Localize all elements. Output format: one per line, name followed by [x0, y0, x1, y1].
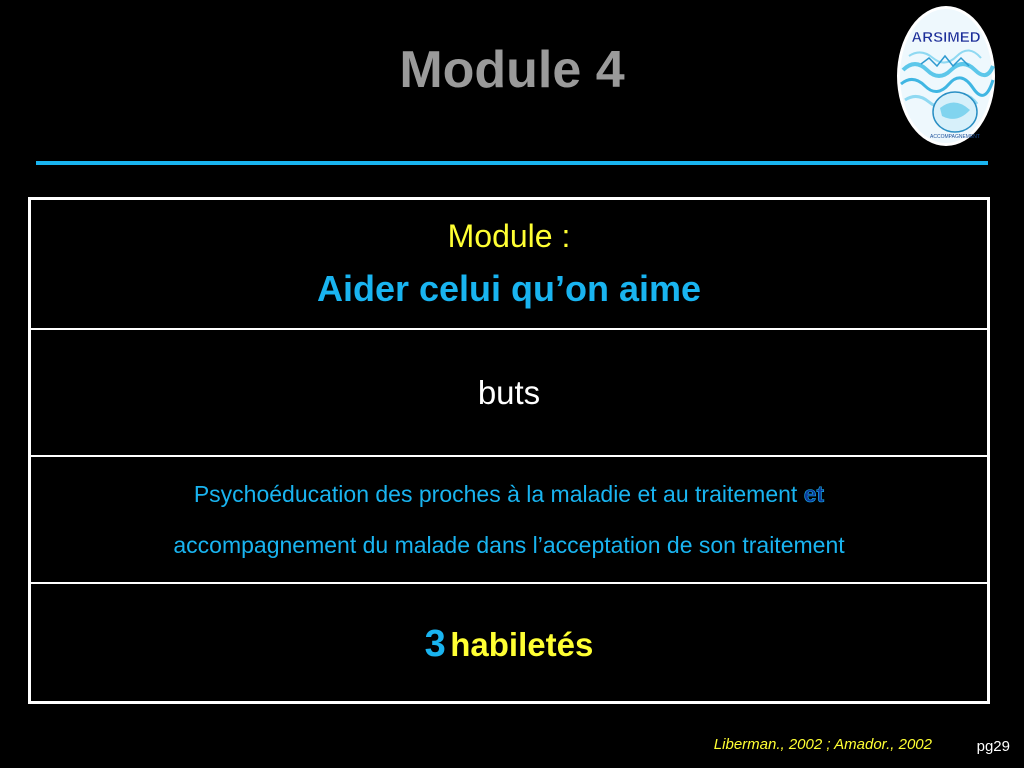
page-number: pg29 — [976, 738, 1010, 755]
module-name: Aider celui qu’on aime — [316, 268, 702, 309]
description-conjunction: et — [803, 480, 825, 507]
description-text-1: Psychoéducation des proches à la maladie et au traitement — [193, 480, 798, 507]
description-line-2: accompagnement du malade dans l’acceptation de son traitement — [173, 531, 845, 558]
skills-label: habiletés — [450, 625, 594, 663]
module-name-row — [31, 200, 987, 328]
skills-row — [31, 582, 987, 704]
skills-line — [425, 623, 594, 666]
citation: Liberman., 2002 ; Amador., 2002 — [713, 736, 932, 753]
description-line-1 — [194, 469, 824, 520]
logo-wordmark: ARSIMED — [911, 29, 981, 46]
module-label: Module : — [447, 218, 571, 254]
goals-row — [31, 328, 987, 455]
arsimed-logo — [895, 0, 997, 148]
goals-heading: buts — [477, 373, 541, 411]
module-table — [28, 197, 990, 704]
description-row — [31, 455, 987, 582]
slide-title: Module 4 — [399, 41, 625, 99]
logo-subtext: ACCOMPAGNEMENT — [930, 134, 980, 140]
title-divider — [36, 161, 988, 165]
skills-count: 3 — [424, 622, 446, 665]
